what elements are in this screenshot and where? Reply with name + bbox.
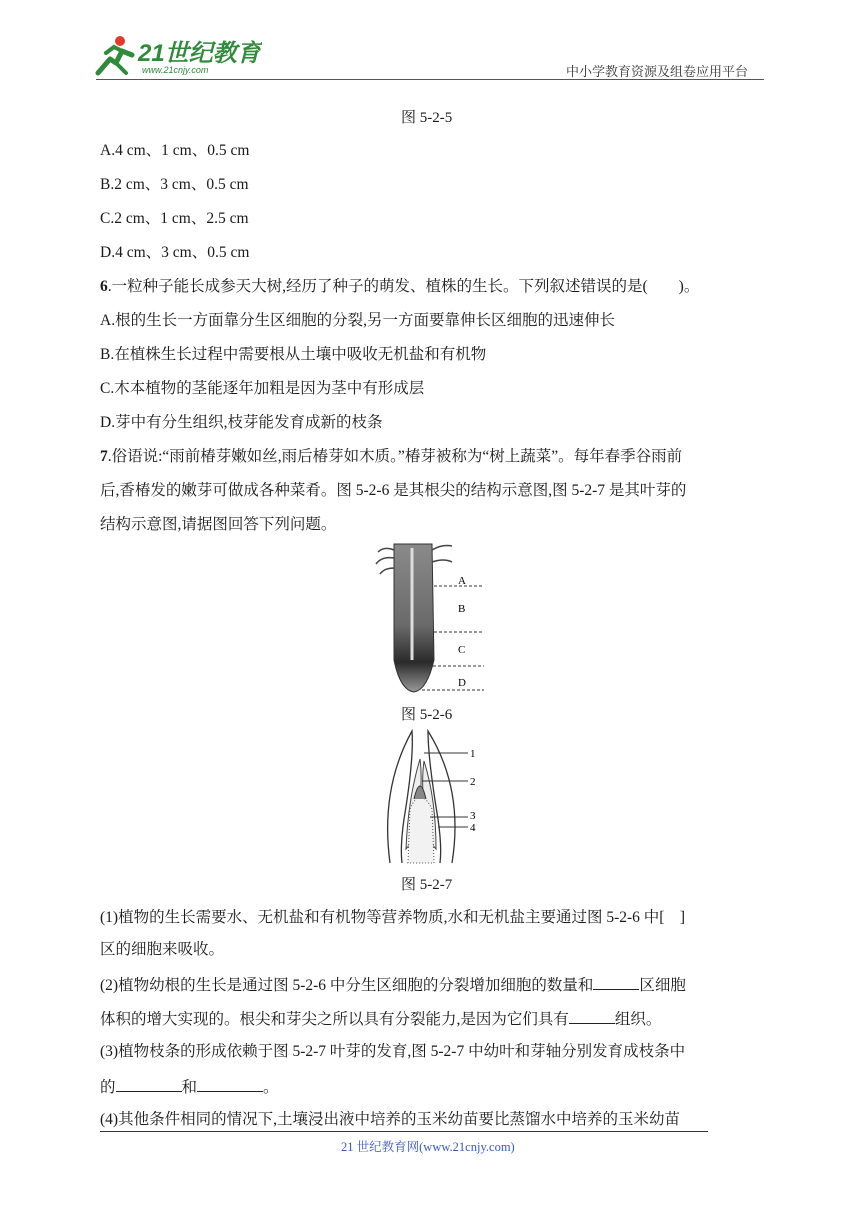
q7-sub3-text-a: 的 <box>100 1079 116 1096</box>
zone-label-d: D <box>458 677 466 689</box>
q7-sub2-line-2 <box>100 1008 661 1030</box>
q6-stem <box>100 277 699 297</box>
q5-option-b: B.2 cm、3 cm、0.5 cm <box>100 176 249 193</box>
answer-blank[interactable] <box>593 974 639 990</box>
q7-sub2-text-1b: 区细胞 <box>639 977 686 994</box>
q7-sub3-text-c: 。 <box>263 1079 279 1096</box>
q7-sub4-line-1: (4)其他条件相同的情况下,土壤浸出液中培养的玉米幼苗要比蒸馏水中培养的玉米幼苗 <box>100 1111 680 1128</box>
site-logo <box>92 33 262 79</box>
logo-text: 21世纪教育 <box>138 40 261 67</box>
q7-sub2-text-2a: 体积的增大实现的。根尖和芽尖之所以具有分裂能力,是因为它们具有 <box>100 1011 569 1028</box>
platform-name: 中小学教育资源及组卷应用平台 <box>566 64 749 79</box>
zone-label-a: A <box>458 575 466 587</box>
q7-sub1-line-2: 区的细胞来吸收。 <box>100 941 225 958</box>
fig-5-2-6-caption: 图 5-2-6 <box>401 707 453 723</box>
q6-option-a: A.根的生长一方面靠分生区细胞的分裂,另一方面要靠伸长区细胞的迅速伸长 <box>100 312 615 329</box>
root-tip-diagram <box>372 540 492 695</box>
q7-sub3-line-1: (3)植物枝条的形成依赖于图 5-2-7 叶芽的发育,图 5-2-7 中幼叶和芽轴分别发育成枝条中 <box>100 1043 686 1060</box>
leaf-bud-diagram <box>380 729 490 865</box>
zone-label-b: B <box>458 603 466 615</box>
q7-sub2-text-1a: (2)植物幼根的生长是通过图 5-2-6 中分生区细胞的分裂增加细胞的数量和 <box>100 977 594 994</box>
runner-logo-icon <box>92 33 262 79</box>
q7-sub1-line-1: (1)植物的生长需要水、无机盐和有机物等营养物质,水和无机盐主要通过图 5-2-6 中[ ] <box>100 909 686 926</box>
fig-5-2-5-caption: 图 5-2-5 <box>401 110 453 126</box>
header-divider <box>96 79 764 80</box>
logo-url: www.21cnjy.com <box>142 65 209 75</box>
q5-option-a: A.4 cm、1 cm、0.5 cm <box>100 142 250 159</box>
q5-option-d: D.4 cm、3 cm、0.5 cm <box>100 244 250 261</box>
answer-blank[interactable] <box>116 1076 182 1092</box>
footer-divider <box>100 1131 708 1132</box>
q5-option-c: C.2 cm、1 cm、2.5 cm <box>100 210 249 227</box>
q7-number: 7 <box>100 448 108 465</box>
q7-sub2-text-2b: 组织。 <box>614 1011 662 1028</box>
fig-5-2-7-caption: 图 5-2-7 <box>401 877 453 893</box>
answer-blank[interactable] <box>569 1008 615 1024</box>
q6-option-c: C.木本植物的茎能逐年加粗是因为茎中有形成层 <box>100 380 425 397</box>
q6-stem-text: .一粒种子能长成参天大树,经历了种子的萌发、植株的生长。下列叙述错误的是( )。 <box>107 278 700 295</box>
q7-sub3-line-2 <box>100 1076 279 1098</box>
bud-label-3: 3 <box>470 810 476 822</box>
zone-label-c: C <box>458 644 466 656</box>
footer-link[interactable]: 21 世纪教育网(www.21cnjy.com) <box>341 1140 515 1154</box>
q7-stem-line-2: 后,香椿发的嫩芽可做成各种菜肴。图 5-2-6 是其根尖的结构示意图,图 5-2-7 是其叶芽的 <box>100 482 687 499</box>
q6-option-b: B.在植株生长过程中需要根从土壤中吸收无机盐和有机物 <box>100 346 487 363</box>
q7-sub3-text-b: 和 <box>181 1079 198 1096</box>
q7-stem-text-1: .俗语说:“雨前椿芽嫩如丝,雨后椿芽如木质。”椿芽被称为“树上蔬菜”。每年春季谷雨前 <box>107 448 683 465</box>
q6-number: 6 <box>100 278 108 295</box>
q7-stem-line-1 <box>100 447 682 467</box>
q7-sub2-line-1 <box>100 974 686 996</box>
bud-label-2: 2 <box>470 776 476 788</box>
bud-label-1: 1 <box>470 748 476 760</box>
bud-label-4: 4 <box>470 822 476 834</box>
q7-stem-line-3: 结构示意图,请据图回答下列问题。 <box>100 516 337 533</box>
answer-blank[interactable] <box>197 1076 263 1092</box>
q6-option-d: D.芽中有分生组织,枝芽能发育成新的枝条 <box>100 414 383 431</box>
